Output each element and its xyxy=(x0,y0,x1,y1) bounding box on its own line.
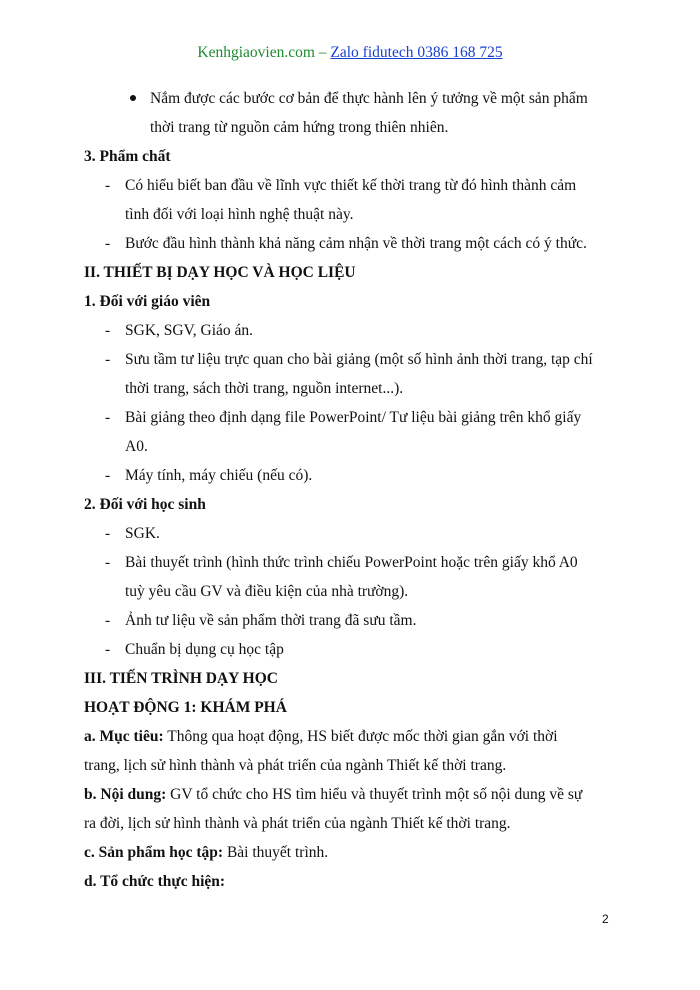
heading-hoc-sinh: 2. Đối với học sinh xyxy=(84,496,206,513)
list-item xyxy=(84,229,618,258)
san-pham-text: Bài thuyết trình. xyxy=(223,844,329,861)
dash-marker: - xyxy=(105,525,111,542)
list-item-line-1: SGK. xyxy=(125,525,160,542)
list-item xyxy=(84,606,618,635)
list-item-line-1: Bài giảng theo định dạng file PowerPoint/ Tư liệu bài giảng trên khổ giấy xyxy=(125,409,582,426)
list-item-line-1: Ảnh tư liệu về sản phẩm thời trang đã sưu tầm. xyxy=(125,612,417,629)
san-pham-label: c. Sản phẩm học tập: xyxy=(84,844,224,861)
noi-dung-line-1 xyxy=(84,780,618,809)
list-item xyxy=(84,345,618,403)
header-site-link[interactable]: Kenhgiaovien.com xyxy=(197,44,315,61)
noi-dung-label: b. Nội dung: xyxy=(84,786,167,803)
document-body xyxy=(84,84,618,896)
list-item xyxy=(84,461,618,490)
bullet-item xyxy=(84,84,618,142)
bullet-dot-icon xyxy=(130,95,136,101)
page-header xyxy=(0,43,700,63)
header-zalo-link[interactable]: Zalo fidutech 0386 168 725 xyxy=(330,44,503,61)
heading-thiet-bi: II. THIẾT BỊ DẠY HỌC VÀ HỌC LIỆU xyxy=(84,264,356,281)
list-item-line-1: Có hiểu biết ban đầu về lĩnh vực thiết kế thời trang từ đó hình thành cảm xyxy=(125,177,577,194)
list-item xyxy=(84,548,618,606)
dash-marker: - xyxy=(105,641,111,658)
list-item xyxy=(84,519,618,548)
dash-marker: - xyxy=(105,467,111,484)
list-item xyxy=(84,403,618,461)
list-item xyxy=(84,635,618,664)
list-item-line-1: SGK, SGV, Giáo án. xyxy=(125,322,254,339)
muc-tieu-line-1 xyxy=(84,722,618,751)
muc-tieu-line-2: trang, lịch sử hình thành và phát triển của ngành Thiết kế thời trang. xyxy=(84,757,507,774)
list-item-line-1: Bài thuyết trình (hình thức trình chiếu PowerPoint hoặc trên giấy khổ A0 xyxy=(125,554,578,571)
dash-marker: - xyxy=(105,177,111,194)
dash-marker: - xyxy=(105,612,111,629)
dash-marker: - xyxy=(105,351,111,368)
list-item-line-2: A0. xyxy=(125,438,148,455)
bullet-line-2: thời trang từ nguồn cảm hứng trong thiên nhiên. xyxy=(150,119,449,136)
page-number: 2 xyxy=(602,912,609,926)
noi-dung-line-2: ra đời, lịch sử hình thành và phát triển của ngành Thiết kế thời trang. xyxy=(84,815,511,832)
list-item xyxy=(84,316,618,345)
to-chuc-line xyxy=(84,867,618,896)
list-item-line-2: tình đối với loại hình nghệ thuật này. xyxy=(125,206,354,223)
muc-tieu-label: a. Mục tiêu: xyxy=(84,728,164,745)
list-item-line-1: Máy tính, máy chiếu (nếu có). xyxy=(125,467,313,484)
list-item xyxy=(84,171,618,229)
heading-pham-chat: 3. Phẩm chất xyxy=(84,148,171,165)
dash-marker: - xyxy=(105,409,111,426)
list-item-line-2: thời trang, sách thời trang, nguồn internet...). xyxy=(125,380,404,397)
dash-marker: - xyxy=(105,322,111,339)
list-item-line-2: tuỳ yêu cầu GV và điều kiện của nhà trường). xyxy=(125,583,409,600)
header-separator: – xyxy=(314,44,331,61)
heading-giao-vien: 1. Đối với giáo viên xyxy=(84,293,211,310)
bullet-line-1: Nắm được các bước cơ bản để thực hành lên ý tưởng về một sản phẩm xyxy=(150,90,588,107)
dash-marker: - xyxy=(105,235,111,252)
dash-marker: - xyxy=(105,554,111,571)
list-item-line-1: Chuẩn bị dụng cụ học tập xyxy=(125,641,284,658)
list-item-line-1: Bước đầu hình thành khả năng cảm nhận về thời trang một cách có ý thức. xyxy=(125,235,587,252)
to-chuc-label: d. Tổ chức thực hiện: xyxy=(84,873,226,890)
noi-dung-text: GV tổ chức cho HS tìm hiểu và thuyết trình một số nội dung về sự xyxy=(166,786,583,803)
san-pham-line xyxy=(84,838,618,867)
list-item-line-1: Sưu tầm tư liệu trực quan cho bài giảng (một số hình ảnh thời trang, tạp chí xyxy=(125,351,593,368)
muc-tieu-text: Thông qua hoạt động, HS biết được mốc thời gian gắn với thời xyxy=(163,728,558,745)
heading-hoat-dong-1: HOẠT ĐỘNG 1: KHÁM PHÁ xyxy=(84,699,287,716)
heading-tien-trinh: III. TIẾN TRÌNH DẠY HỌC xyxy=(84,670,278,687)
